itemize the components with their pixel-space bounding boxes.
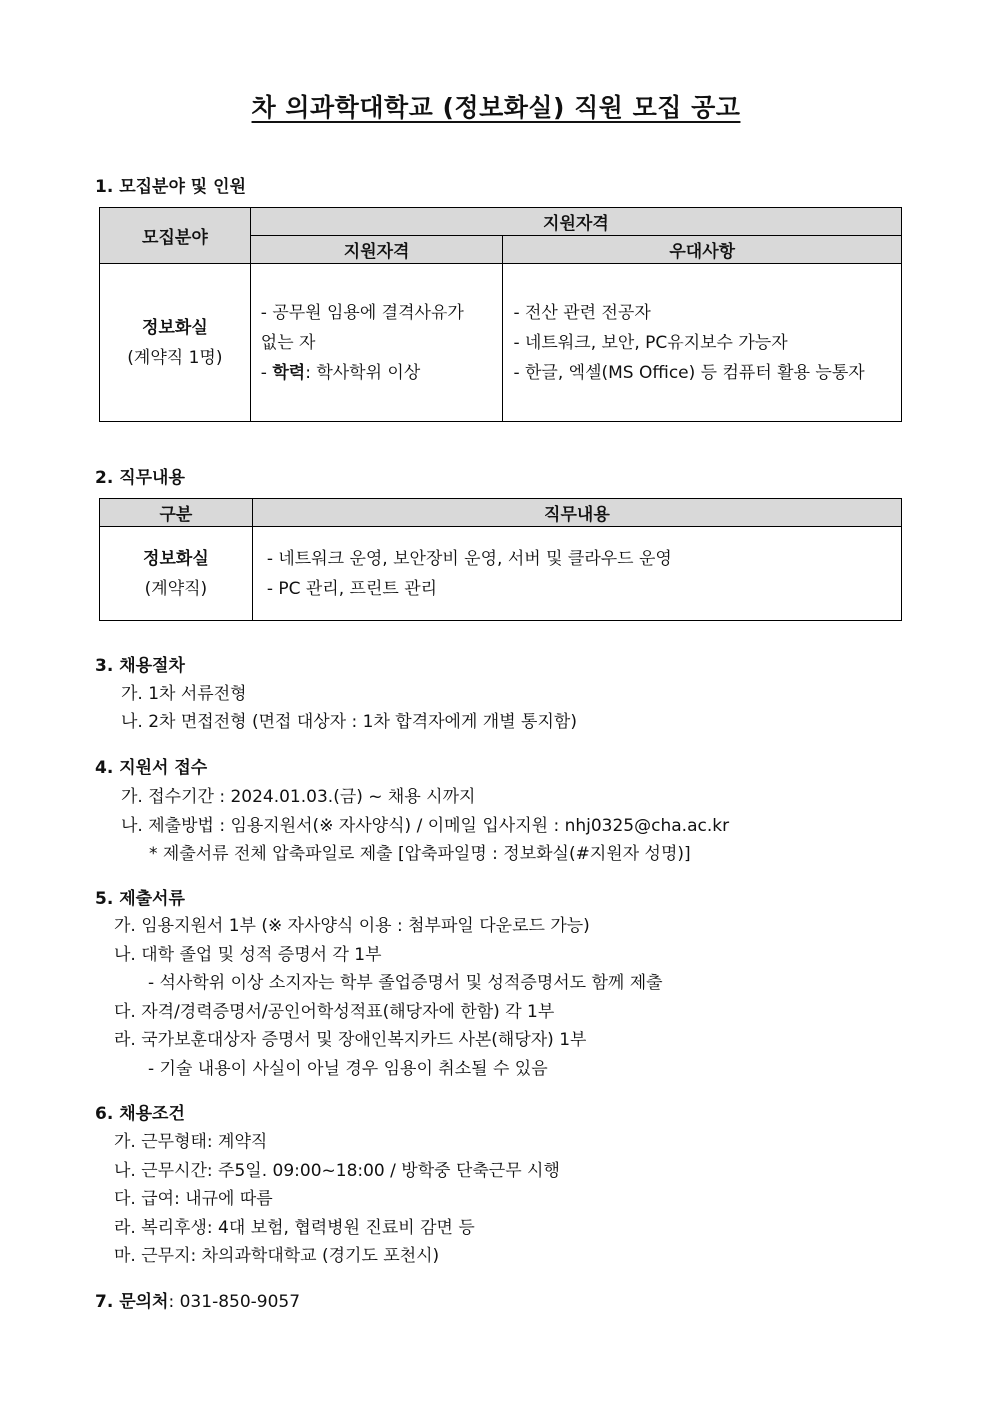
recruitment-table (99, 207, 902, 422)
header-qualification-group: 지원자격 (250, 208, 901, 236)
header-duty: 직무내용 (252, 499, 901, 527)
division-sub: (계약직) (144, 578, 208, 599)
section-heading-application: 4. 지원서 접수 (95, 758, 208, 778)
qualification-line: 없는 자 (260, 332, 316, 353)
section-heading-conditions: 6. 채용조건 (95, 1104, 185, 1124)
document-subitem: - 석사학위 이상 소지자는 학부 졸업증명서 및 성적증명서도 함께 제출 (148, 973, 663, 993)
header-field: 모집분야 (100, 208, 251, 264)
preference-item: - 한글, 엑셀(MS Office) 등 컴퓨터 활용 능통자 (513, 362, 865, 383)
condition-item: 나. 근무시간: 주5일. 09:00~18:00 / 방학중 단축근무 시행 (114, 1161, 560, 1181)
duty-cell (252, 527, 901, 621)
document-item: 가. 임용지원서 1부 (※ 자사양식 이용 : 첨부파일 다운로드 가능) (114, 916, 590, 936)
condition-item: 라. 복리후생: 4대 보험, 협력병원 진료비 감면 등 (114, 1218, 475, 1238)
header-division: 구분 (100, 499, 253, 527)
condition-item: 마. 근무지: 차의과학대학교 (경기도 포천시) (114, 1246, 440, 1266)
document-subitem: - 기술 내용이 사실이 아닐 경우 임용이 취소될 수 있음 (148, 1059, 548, 1079)
header-qualification: 지원자격 (250, 236, 503, 264)
section-heading-documents: 5. 제출서류 (95, 889, 185, 909)
document-item: 나. 대학 졸업 및 성적 증명서 각 1부 (114, 945, 382, 965)
education-value: : 학사학위 이상 (305, 362, 421, 383)
document-item: 라. 국가보훈대상자 증명서 및 장애인복지카드 사본(해당자) 1부 (114, 1030, 587, 1050)
condition-item: 다. 급여: 내규에 따름 (114, 1189, 273, 1209)
header-preference: 우대사항 (503, 236, 902, 264)
process-item: 가. 1차 서류전형 (121, 684, 247, 704)
qualification-line: - 공무원 임용에 결격사유가 (260, 302, 464, 323)
application-item: 가. 접수기간 : 2024.01.03.(금) ~ 채용 시까지 (121, 787, 476, 807)
preference-item: - 네트워크, 보안, PC유지보수 가능자 (513, 332, 788, 353)
application-item: 나. 제출방법 : 임용지원서(※ 자사양식) / 이메일 입사지원 : nhj0325@cha.ac.kr (121, 816, 730, 836)
division-name: 정보화실 (143, 548, 209, 569)
contact-line (95, 1287, 300, 1312)
process-item: 나. 2차 면접전형 (면접 대상자 : 1차 합격자에게 개별 통지함) (121, 712, 577, 732)
field-name: 정보화실 (142, 317, 208, 338)
qualification-cell (250, 264, 503, 422)
section-heading-duties: 2. 직무내용 (95, 468, 185, 488)
preference-cell (503, 264, 902, 422)
division-cell (100, 527, 253, 621)
education-label: 학력 (272, 362, 306, 383)
condition-item: 가. 근무형태: 계약직 (114, 1132, 268, 1152)
duty-item: - PC 관리, 프린트 관리 (266, 578, 438, 599)
page-title: 차 의과학대학교 (정보화실) 직원 모집 공고 (251, 93, 741, 122)
section-heading-recruitment: 1. 모집분야 및 인원 (95, 177, 246, 197)
duty-item: - 네트워크 운영, 보안장비 운영, 서버 및 클라우드 운영 (266, 548, 672, 569)
field-sub: (계약직 1명) (127, 347, 223, 368)
application-note: * 제출서류 전체 압축파일로 제출 [압축파일명 : 정보화실(#지원자 성명)] (149, 844, 691, 864)
contact-phone: : 031-850-9057 (168, 1292, 301, 1312)
preference-item: - 전산 관련 전공자 (513, 302, 651, 323)
document-item: 다. 자격/경력증명서/공인어학성적표(해당자에 한함) 각 1부 (114, 1002, 555, 1022)
contact-label: 7. 문의처 (95, 1292, 169, 1312)
section-heading-process: 3. 채용절차 (95, 656, 185, 676)
qualification-prefix: - (260, 362, 273, 383)
qualification-line (261, 358, 493, 388)
field-cell (100, 264, 251, 422)
duties-table (99, 498, 902, 621)
